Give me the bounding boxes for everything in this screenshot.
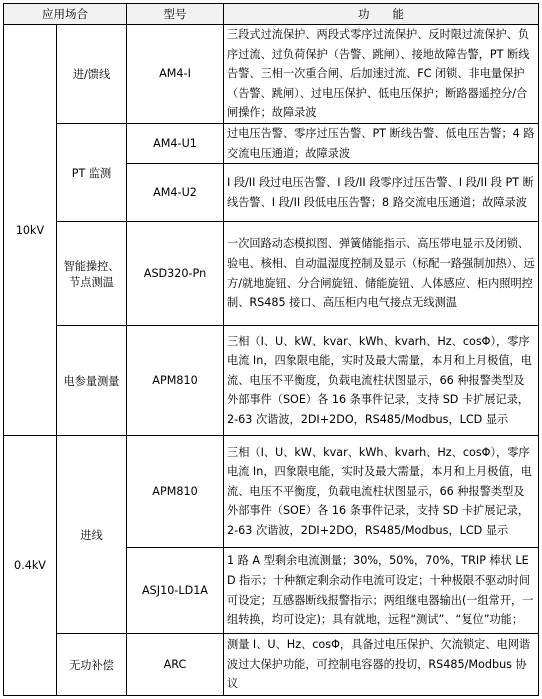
model-cell: ASJ10-LD1A	[127, 548, 224, 634]
table-row	[4, 123, 539, 163]
scenario-smart-ctrl: 智能操控、 节点测温	[57, 222, 127, 326]
table-row	[4, 25, 539, 124]
function-cell: 一次回路动态模拟图、弹簧储能指示、高压带电显示及闭锁、验电、核相、自动温湿度控制及显示（标配一路强制加热）、远方/就地旋钮、分合闸旋钮、储能旋钮、人体感应、柜内照明控制、RS485 接口、高压柜内电气接点无线测温	[224, 222, 539, 326]
header-model: 型号	[127, 4, 224, 25]
table-row	[4, 222, 539, 326]
function-cell: I 段/II 段过电压告警、I 段/II 段零序过压告警、I 段/II 段 PT 断线告警、I 段/II 段低电压告警；8 路交流电压通道；故障录波	[224, 164, 539, 222]
model-cell: APM810	[127, 326, 224, 436]
table-row	[4, 326, 539, 436]
scenario-in-line: 进线	[57, 436, 127, 634]
voltage-04kv: 0.4kV	[4, 436, 57, 696]
model-cell: AM4-U1	[127, 123, 224, 163]
model-cell: ARC	[127, 634, 224, 696]
function-cell: 测量 I、U、Hz、cosΦ，具备过电压保护、欠流锁定、电网谐波过大保护功能，可控制电容器的投切，RS485/Modbus 协议	[224, 634, 539, 696]
spec-table	[3, 3, 539, 696]
function-cell: 三段式过流保护、两段式零序过流保护、反时限过流保护、负序过流、过负荷保护（告警、跳闸）、接地故障告警，PT 断线告警、三相一次重合闸、后加速过流、FC 闭锁、非电量保护（告警、跳闸）、过电压保护、低电压保护；断路器遥控分/合闸操作；故障录波	[224, 25, 539, 124]
scenario-reactive: 无功补偿	[57, 634, 127, 696]
function-cell: 三相（I、U、kW、kvar、kWh、kvarh、Hz、cosΦ），零序电流 In，四象限电能，实时及最大需量，本月和上月极值，电流、电压不平衡度，负载电流柱状图显示，66 种报警类型及外部事件（SOE）各 16 条事件记录，支持 SD 卡扩展记录，2-63 次谐波，2DI+2DO，RS485/Modbus，LCD 显示	[224, 326, 539, 436]
function-cell: 三相（I、U、kW、kvar、kWh、kvarh、Hz、cosΦ），零序电流 In，四象限电能，实时及最大需量，本月和上月极值，电流、电压不平衡度，负载电流柱状图显示，66 种报警类型及外部事件（SOE）各 16 条事件记录，支持 SD 卡扩展记录，2-63 次谐波，2DI+2DO，RS485/Modbus，LCD 显示	[224, 436, 539, 548]
function-cell: 过电压告警、零序过压告警、PT 断线告警、低电压告警；4 路交流电压通道；故障录波	[224, 123, 539, 163]
model-cell: AM4-I	[127, 25, 224, 124]
header-function: 功 能	[224, 4, 539, 25]
model-cell: AM4-U2	[127, 164, 224, 222]
function-cell: 1 路 A 型剩余电流测量；30%，50%，70%，TRIP 棒状 LED 指示；十种额定剩余动作电流可设定；十种极限不驱动时间可设定；互感器断线报警指示；两组继电器输出(一组常开，一组转换，均可设定)；具有就地，远程“测试”、“复位”功能；	[224, 548, 539, 634]
table-row	[4, 634, 539, 696]
voltage-10kv: 10kV	[4, 25, 57, 436]
header-row	[4, 4, 539, 25]
scenario-power-measure: 电参量测量	[57, 326, 127, 436]
table-row	[4, 436, 539, 548]
scenario-in-feed: 进/馈线	[57, 25, 127, 124]
model-cell: ASD320-Pn	[127, 222, 224, 326]
model-cell: APM810	[127, 436, 224, 548]
header-application: 应用场合	[4, 4, 127, 25]
scenario-pt-monitor: PT 监测	[57, 123, 127, 221]
